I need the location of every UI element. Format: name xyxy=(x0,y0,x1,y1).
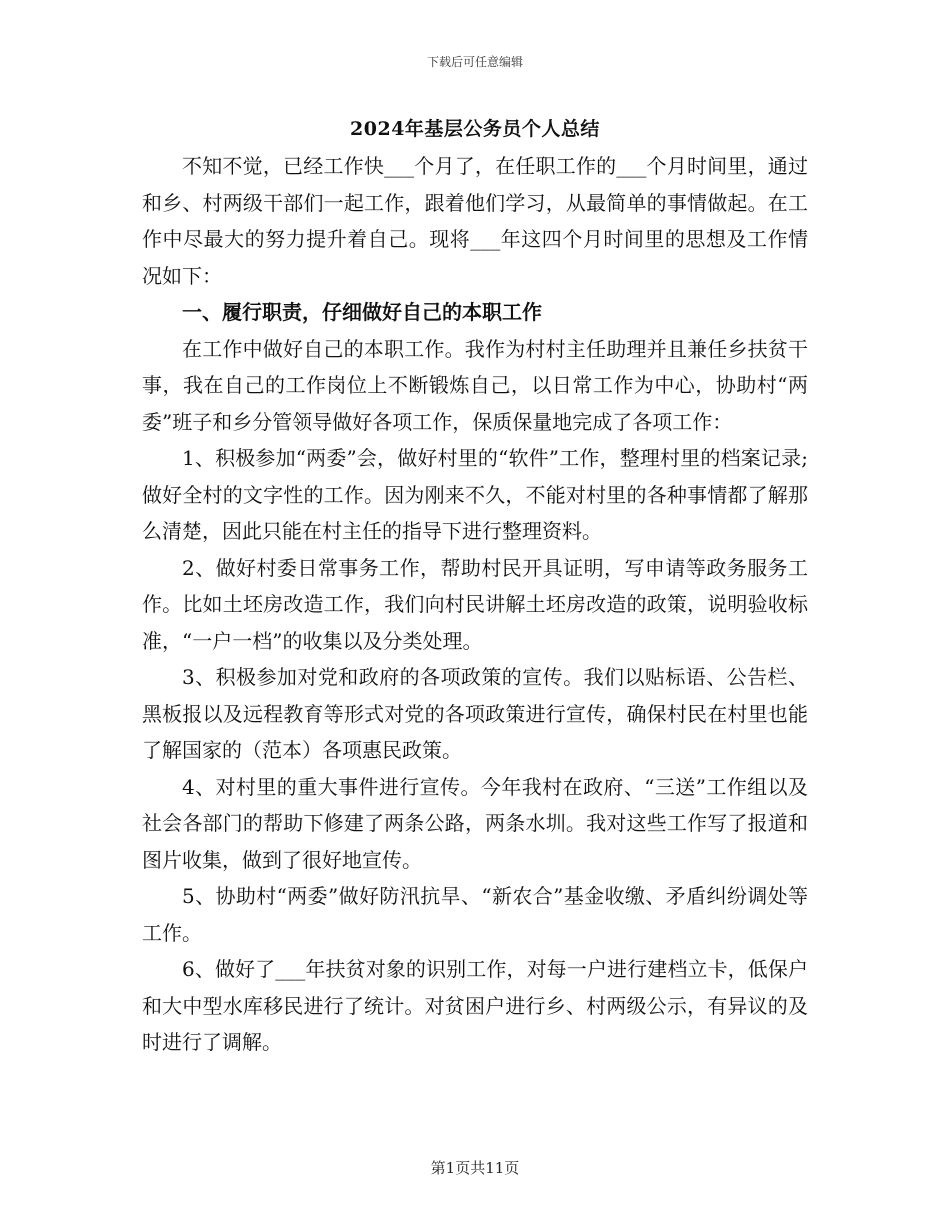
list-item-3: 3、积极参加对党和政府的各项政策的宣传。我们以贴标语、公告栏、黑板报以及远程教育等形式对党的各项政策进行宣传，确保村民在村里也能了解国家的（范本）各项惠民政策。 xyxy=(142,665,808,762)
page-header-note: 下载后可任意编辑 xyxy=(426,55,523,69)
document-body xyxy=(142,148,808,1061)
list-item-4: 4、对村里的重大事件进行宣传。今年我村在政府、“三送”工作组以及社会各部门的帮助下修建了两条公路，两条水圳。我对这些工作写了报道和图片收集，做到了很好地宣传。 xyxy=(142,774,808,872)
list-item-1: 1、积极参加“两委”会，做好村里的“软件”工作，整理村里的档案记录;做好全村的文字性的工作。因为刚来不久，不能对村里的各种事情都了解那么清楚，因此只能在村主任的指导下进行整理资料。 xyxy=(142,446,808,543)
page-number-footer: 第1页共11页 xyxy=(430,1159,520,1177)
list-item-5: 5、协助村“两委”做好防汛抗旱、“新农合”基金收缴、矛盾纠纷调处等工作。 xyxy=(142,884,808,945)
document-title: 2024年基层公务员个人总结 xyxy=(350,118,600,140)
list-item-6: 6、做好了___年扶贫对象的识别工作，对每一户进行建档立卡，低保户和大中型水库移民进行了统计。对贫困户进行乡、村两级公示，有异议的及时进行了调解。 xyxy=(142,957,808,1054)
body-paragraph: 在工作中做好自己的本职工作。我作为村村主任助理并且兼任乡扶贫干事，我在自己的工作岗位上不断锻炼自己，以日常工作为中心，协助村“两委”班子和乡分管领导做好各项工作，保质保量地完成了各项工作： xyxy=(142,336,808,434)
section-heading: 一、履行职责，仔细做好自己的本职工作 xyxy=(182,300,542,324)
list-item-2: 2、做好村委日常事务工作，帮助村民开具证明，写申请等政务服务工作。比如土坯房改造工作，我们向村民讲解土坯房改造的政策，说明验收标准，“一户一档”的收集以及分类处理。 xyxy=(142,555,808,653)
intro-paragraph: 不知不觉，已经工作快___个月了，在任职工作的___个月时间里，通过和乡、村两级干部们一起工作，跟着他们学习，从最简单的事情做起。在工作中尽最大的努力提升着自己。现将___年这四个月时间里的思想及工作情况如下： xyxy=(142,154,808,288)
